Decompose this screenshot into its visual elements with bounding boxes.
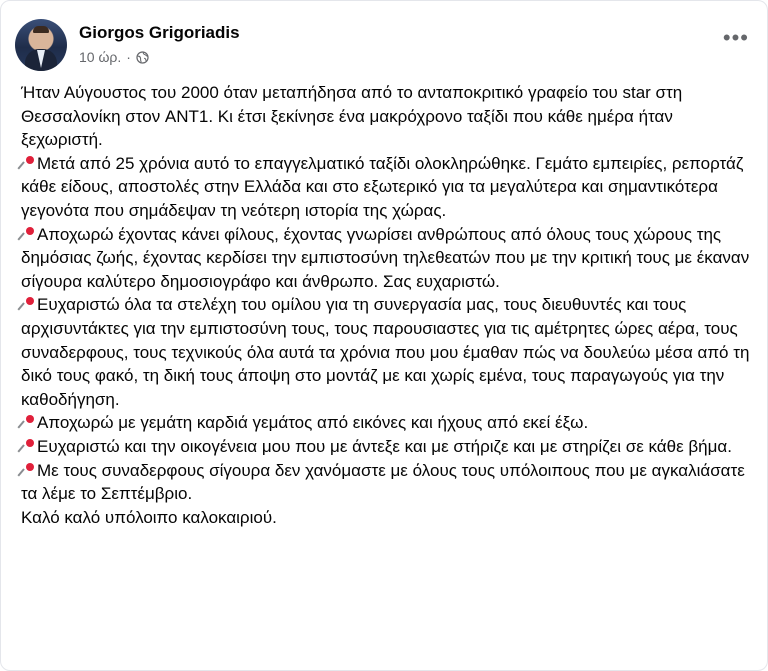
paragraph-7 [21, 459, 753, 506]
pushpin-icon [21, 414, 35, 430]
paragraph-text: Καλό καλό υπόλοιπο καλοκαιριού. [21, 507, 277, 527]
paragraph-text: Ευχαριστώ και την οικογένεια μου που με άντεξε και με στήριζε και με στηρίζει σε κάθε βήμα. [37, 436, 732, 456]
paragraph-text: Αποχωρώ με γεμάτη καρδιά γεμάτος από εικόνες και ήχους από εκεί έξω. [37, 413, 589, 433]
post-text [21, 81, 753, 529]
more-options-icon[interactable]: ••• [722, 25, 749, 50]
separator-dot: · [126, 49, 131, 65]
paragraph-text: Ήταν Αύγουστος του 2000 όταν μεταπήδησα από το ανταποκριτικό γραφείο του star στη Θεσσαλονίκη στον ANT1. Κι έτσι ξεκίνησε ένα μακρόχρονο ταξίδι που κάθε ημέρα ήταν ξεχωριστή. [21, 83, 683, 150]
paragraph-5 [21, 411, 753, 435]
pushpin-icon [21, 438, 35, 454]
post-meta [79, 23, 240, 65]
post-header [15, 19, 240, 71]
pushpin-icon [21, 226, 35, 242]
paragraph-2 [21, 152, 753, 223]
paragraph-text: Με τους συναδερφους σίγουρα δεν χανόμαστε με όλους τους υπόλοιπους που με αγκαλιάσατε τα λέμε το Σεπτέμβριο. [21, 460, 745, 504]
pushpin-icon [21, 155, 35, 171]
paragraph-1 [21, 81, 753, 152]
paragraph-6 [21, 435, 753, 459]
paragraph-3 [21, 223, 753, 294]
paragraph-4 [21, 293, 753, 411]
pushpin-icon [21, 462, 35, 478]
author-name[interactable]: Giorgos Grigoriadis [79, 23, 240, 42]
pushpin-icon [21, 296, 35, 312]
paragraph-text: Αποχωρώ έχοντας κάνει φίλους, έχοντας γνωρίσει ανθρώπους από όλους τους χώρους της δημόσιας ζωής, έχοντας κερδίσει την εμπιστοσύνη τηλεθεατών που με την κριτική τους με έκαναν σίγουρα καλύτερο δημοσιογράφο και άνθρωπο. Σας ευχαριστώ. [21, 224, 750, 291]
post-time[interactable]: 10 ώρ. [79, 49, 122, 65]
paragraph-text: Μετά από 25 χρόνια αυτό το επαγγελματικό ταξίδι ολοκληρώθηκε. Γεμάτο εμπειρίες, ρεπορτάζ κάθε είδους, αποστολές στην Ελλάδα και στο εξωτερικό για τα μεγαλύτερα και σημαντικότερα γεγονότα που σημάδεψαν τη νεότερη ιστορία της χώρας. [21, 153, 744, 220]
avatar-hair [33, 26, 49, 33]
post-subline [79, 49, 240, 65]
author-avatar[interactable] [15, 19, 67, 71]
globe-icon[interactable] [136, 51, 149, 64]
paragraph-8 [21, 506, 753, 530]
paragraph-text: Ευχαριστώ όλα τα στελέχη του ομίλου για τη συνεργασία μας, τους διευθυντές και τους αρχισυντάκτες για την εμπιστοσύνη τους, τους παρουσιαστες για τις αμέτρητες ώρες αέρα, τους συναδερφους, τους τεχνικούς όλα αυτά τα χρόνια που μου έμαθαν πώς να δουλεύω μέσα από τη δικό τους φακό, τη δική τους άποψη στο μοντάζ με και χωρίς εμένα, τους παραγωγούς για την καθοδήγηση. [21, 295, 750, 409]
